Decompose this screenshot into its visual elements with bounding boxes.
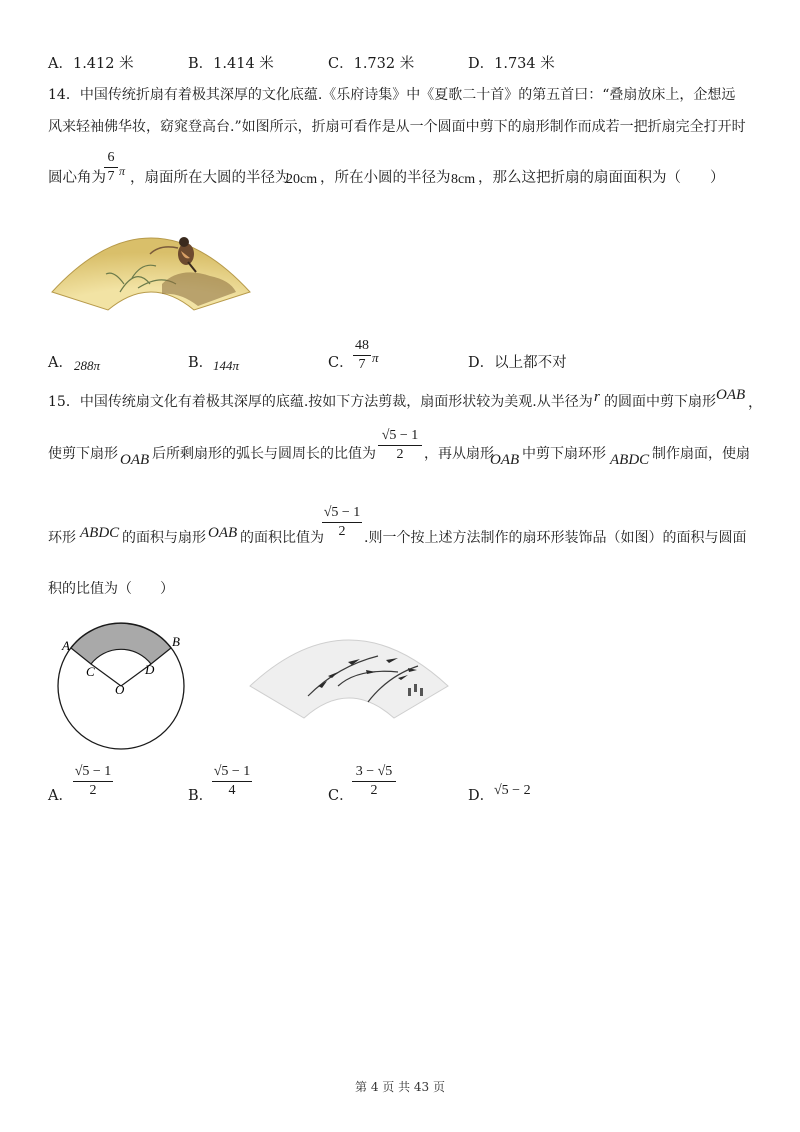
q15-option-b-numerator: √5 − 1 bbox=[213, 764, 251, 779]
q14-option-d: D．以上都不对 bbox=[468, 355, 567, 371]
q15-oab-3: OAB bbox=[490, 452, 520, 468]
q15-option-b-denominator: 4 bbox=[228, 783, 236, 798]
q15-oab-2: OAB bbox=[120, 452, 150, 468]
label-d: D bbox=[145, 662, 155, 677]
q13-option-a: A．1.412 米 bbox=[48, 56, 134, 72]
q15-line-2a: 使剪下扇形 bbox=[48, 446, 118, 462]
q15-line-3b: 的面积与扇形 bbox=[122, 530, 206, 546]
q14-pi: π bbox=[119, 164, 126, 178]
label-b: B bbox=[172, 634, 180, 649]
q14-line-3-mid: ，扇面所在大圆的半径为 bbox=[130, 170, 290, 186]
q15-line-4: 积的比值为（ ） bbox=[48, 581, 174, 597]
label-o: O bbox=[115, 682, 125, 697]
q14-line-1: 14．中国传统折扇有着极其深厚的文化底蕴.《乐府诗集》中《夏歌二十首》的第五首曰：“叠扇放床上，企想远 bbox=[48, 87, 736, 103]
folding-fan-bird-image bbox=[50, 214, 252, 314]
q15-option-a-label: A． bbox=[48, 788, 73, 804]
q15-option-c-fraction bbox=[352, 764, 396, 799]
q15-area-ratio-fraction bbox=[322, 505, 362, 540]
q15-line-2b: 后所剩扇形的弧长与圆周长的比值为 bbox=[152, 446, 376, 462]
q13-option-c: C．1.732 米 bbox=[328, 56, 415, 72]
q14-small-radius: 8cm bbox=[451, 172, 476, 187]
q15-line-3c: 的面积比值为 bbox=[240, 530, 324, 546]
q15-option-c-label: C． bbox=[328, 788, 354, 804]
q15-option-d-value: √5 − 2 bbox=[494, 783, 531, 798]
q15-abdc-1: ABDC bbox=[610, 452, 650, 468]
q15-line-2e: 制作扇面，使扇 bbox=[652, 446, 750, 462]
circle-sector-diagram bbox=[44, 622, 204, 772]
q15-oab-4: OAB bbox=[208, 525, 238, 541]
q15-option-c-denominator: 2 bbox=[370, 783, 378, 798]
q15-line-3d: .则一个按上述方法制作的扇环形装饰品（如图）的面积与圆面 bbox=[364, 530, 747, 546]
q15-line-2c: ，再从扇形 bbox=[424, 446, 494, 462]
q15-area-ratio-denominator: 2 bbox=[338, 524, 346, 539]
q14-option-c-pi: π bbox=[372, 350, 379, 365]
q15-line-1b: 的圆面中剪下扇形 bbox=[604, 394, 716, 410]
q14-big-radius: 20cm bbox=[286, 172, 318, 187]
q14-line-3-prefix: 圆心角为 bbox=[48, 170, 106, 186]
q13-option-b: B．1.414 米 bbox=[188, 56, 274, 72]
q15-area-ratio-numerator: √5 − 1 bbox=[323, 505, 361, 520]
q14-option-b-label: B． bbox=[188, 355, 214, 371]
q13-option-d: D．1.734 米 bbox=[468, 56, 555, 72]
label-a: A bbox=[62, 638, 70, 653]
q15-ratio-denominator: 2 bbox=[396, 447, 404, 462]
q15-line-3a: 环形 bbox=[48, 530, 76, 546]
q14-option-a-label: A． bbox=[48, 355, 73, 371]
q15-ratio-fraction bbox=[378, 428, 422, 463]
bamboo-fan-image bbox=[248, 626, 450, 722]
q15-ratio-numerator: √5 − 1 bbox=[381, 428, 419, 443]
q14-line-2: 风来轻袖佛华妆，窈窕登高台.”如图所示，折扇可看作是从一个圆面中剪下的扇形制作而成若一把折扇完全打开时 bbox=[48, 119, 746, 135]
q15-abdc-2: ABDC bbox=[80, 525, 120, 541]
q14-option-c-numerator: 48 bbox=[355, 338, 369, 353]
q14-angle-numerator: 6 bbox=[107, 150, 115, 165]
q14-angle-fraction bbox=[104, 150, 118, 185]
q14-line-3-mid2: ，所在小圆的半径为 bbox=[320, 170, 451, 186]
page-footer: 第 4 页 共 43 页 bbox=[355, 1080, 445, 1094]
q14-option-c-fraction bbox=[353, 338, 371, 373]
q14-line-3-end: ，那么这把折扇的扇面面积为（ ） bbox=[478, 170, 725, 186]
q15-line-2d: 中剪下扇环形 bbox=[522, 446, 606, 462]
q15-r: r bbox=[594, 389, 600, 405]
q14-option-c-denominator: 7 bbox=[358, 357, 366, 372]
q14-angle-denominator: 7 bbox=[107, 169, 115, 184]
q15-line-1a: 15．中国传统扇文化有着极其深厚的底蕴.按如下方法剪裁，扇面形状较为美观.从半径为 bbox=[48, 394, 593, 410]
q14-option-c-label: C． bbox=[328, 355, 354, 371]
q15-option-b-fraction bbox=[212, 764, 252, 799]
q15-option-a-numerator: √5 − 1 bbox=[74, 764, 112, 779]
q15-option-a-fraction bbox=[73, 764, 113, 799]
q15-option-d-label: D． bbox=[468, 788, 495, 804]
q14-option-a-value: 288π bbox=[74, 358, 101, 373]
q15-oab-1: OAB bbox=[716, 387, 746, 403]
q14-option-b-value: 144π bbox=[213, 358, 240, 373]
label-c: C bbox=[86, 664, 95, 679]
q15-option-b-label: B． bbox=[188, 788, 214, 804]
q15-option-a-denominator: 2 bbox=[89, 783, 97, 798]
q15-option-c-numerator: 3 − √5 bbox=[355, 764, 393, 779]
